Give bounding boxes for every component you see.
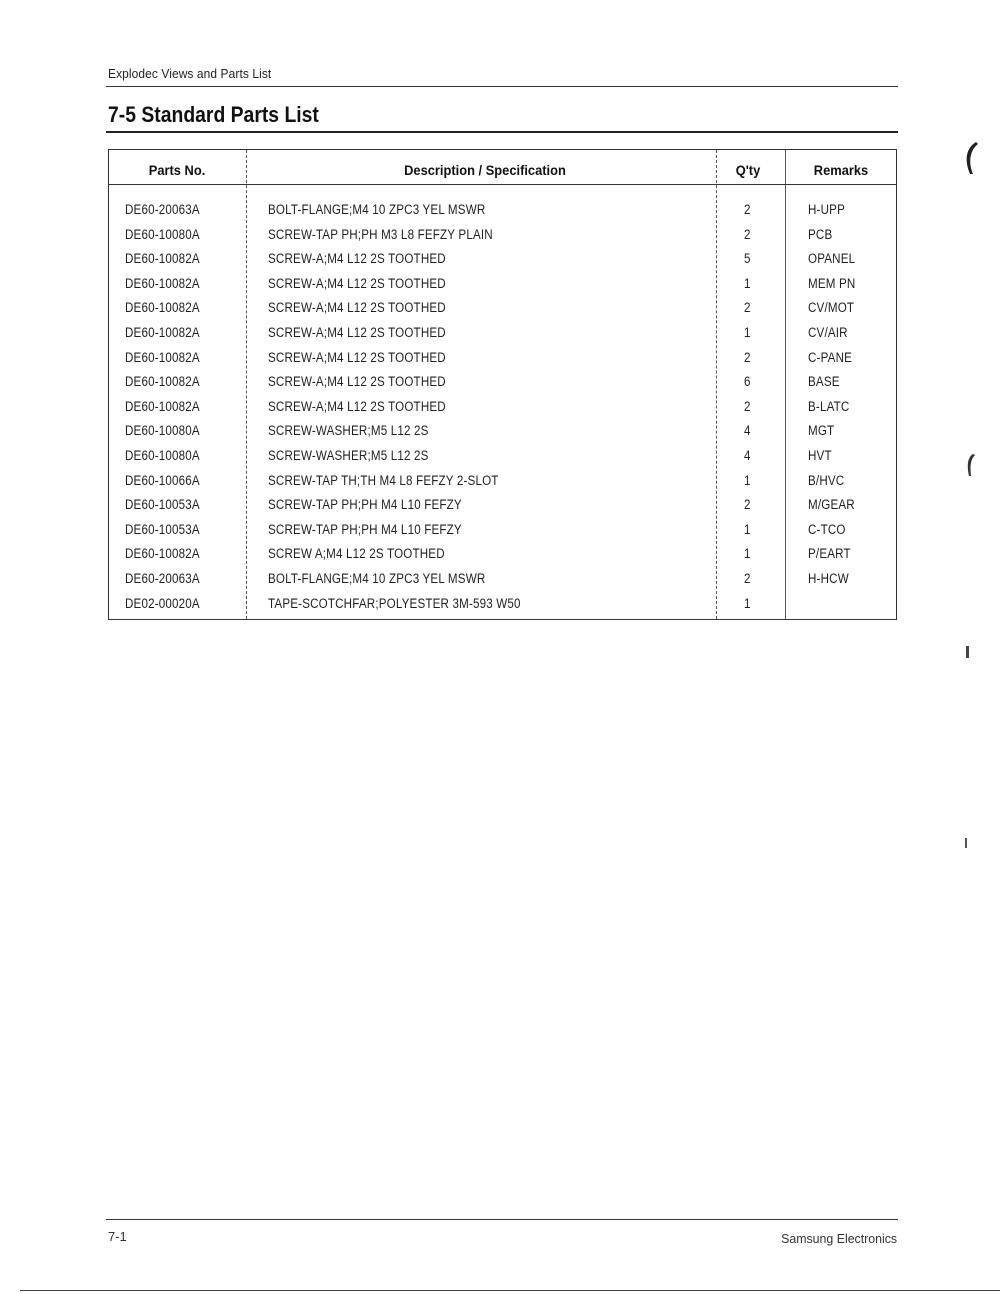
part-qty: 4	[744, 447, 751, 463]
part-description: SCREW-A;M4 L12 2S TOOTHED	[268, 275, 446, 291]
table-row	[108, 202, 897, 227]
part-description: SCREW-TAP PH;PH M3 L8 FEFZY PLAIN	[268, 226, 493, 242]
part-remarks: C-PANE	[808, 349, 853, 365]
part-qty: 2	[744, 349, 751, 365]
table-row	[108, 571, 897, 596]
part-description: BOLT-FLANGE;M4 10 ZPC3 YEL MSWR	[268, 570, 486, 586]
part-qty: 2	[744, 398, 751, 414]
parts-table	[108, 149, 897, 620]
table-row	[108, 276, 897, 301]
table-row	[108, 300, 897, 325]
table-row	[108, 546, 897, 571]
part-number: DE60-10053A	[125, 497, 200, 513]
part-description: SCREW-A;M4 L12 2S TOOTHED	[268, 349, 446, 365]
column-header-parts-no: Parts No.	[148, 162, 206, 178]
part-description: SCREW-TAP PH;PH M4 L10 FEFZY	[268, 497, 462, 513]
footer-rule	[106, 1219, 898, 1220]
part-description: SCREW-TAP TH;TH M4 L8 FEFZY 2-SLOT	[268, 472, 499, 488]
title-rule	[106, 131, 898, 133]
part-qty: 4	[744, 423, 751, 439]
table-body	[108, 202, 897, 620]
part-remarks: C-TCO	[808, 521, 846, 537]
part-number: DE60-20063A	[125, 202, 200, 217]
table-row	[108, 399, 897, 424]
part-number: DE60-10080A	[125, 423, 200, 439]
part-qty: 2	[744, 226, 751, 242]
part-number: DE60-20063A	[125, 570, 200, 586]
part-number: DE60-10082A	[125, 324, 200, 340]
part-description: SCREW-A;M4 L12 2S TOOTHED	[268, 300, 446, 316]
table-row	[108, 497, 897, 522]
scan-edge-rule	[20, 1290, 1000, 1291]
part-remarks: H-HCW	[808, 570, 849, 586]
part-number: DE02-00020A	[125, 595, 200, 611]
table-row	[108, 423, 897, 448]
part-description: SCREW A;M4 L12 2S TOOTHED	[268, 546, 445, 562]
part-number: DE60-10053A	[125, 521, 200, 537]
part-remarks: P/EART	[808, 546, 851, 562]
scan-mark	[962, 140, 980, 178]
table-row	[108, 350, 897, 375]
part-remarks: CV/MOT	[808, 300, 855, 316]
part-qty: 1	[744, 595, 751, 611]
part-number: DE60-10082A	[125, 374, 200, 390]
part-number: DE60-10082A	[125, 546, 200, 562]
column-header-remarks: Remarks	[813, 162, 869, 178]
part-remarks: OPANEL	[808, 251, 856, 267]
header-rule	[106, 86, 898, 87]
table-row	[108, 227, 897, 252]
part-description: TAPE-SCOTCHFAR;POLYESTER 3M-593 W50	[268, 595, 521, 611]
table-row	[108, 473, 897, 498]
part-qty: 5	[744, 251, 751, 267]
part-qty: 2	[744, 570, 751, 586]
part-description: SCREW-A;M4 L12 2S TOOTHED	[268, 251, 446, 267]
part-number: DE60-10082A	[125, 251, 200, 267]
table-row	[108, 374, 897, 399]
part-number: DE60-10080A	[125, 226, 200, 242]
part-remarks: CV/AIR	[808, 324, 848, 340]
table-row	[108, 251, 897, 276]
part-remarks: HVT	[808, 447, 832, 463]
part-remarks: M/GEAR	[808, 497, 855, 513]
part-qty: 1	[744, 324, 751, 340]
scan-mark	[964, 452, 976, 478]
part-description: SCREW-WASHER;M5 L12 2S	[268, 423, 429, 439]
part-number: DE60-10082A	[125, 275, 200, 291]
column-header-description: Description / Specification	[404, 162, 566, 178]
scan-mark	[964, 644, 972, 662]
scan-mark	[962, 836, 970, 852]
part-qty: 2	[744, 300, 751, 316]
part-remarks: MGT	[808, 423, 835, 439]
part-description: BOLT-FLANGE;M4 10 ZPC3 YEL MSWR	[268, 202, 486, 217]
part-description: SCREW-A;M4 L12 2S TOOTHED	[268, 324, 446, 340]
part-number: DE60-10082A	[125, 300, 200, 316]
part-qty: 2	[744, 497, 751, 513]
part-number: DE60-10082A	[125, 349, 200, 365]
part-qty: 2	[744, 202, 751, 217]
part-remarks: B/HVC	[808, 472, 845, 488]
part-remarks: B-LATC	[808, 398, 850, 414]
table-header-rule	[108, 184, 896, 185]
part-remarks: BASE	[808, 374, 840, 390]
section-title: 7-5 Standard Parts List	[108, 102, 319, 127]
part-qty: 1	[744, 521, 751, 537]
table-row	[108, 325, 897, 350]
part-number: DE60-10080A	[125, 447, 200, 463]
part-qty: 6	[744, 374, 751, 390]
part-remarks: PCB	[808, 226, 833, 242]
table-row	[108, 596, 897, 621]
running-header: Explodec Views and Parts List	[108, 66, 272, 81]
part-remarks: H-UPP	[808, 202, 845, 217]
part-number: DE60-10082A	[125, 398, 200, 414]
part-number: DE60-10066A	[125, 472, 200, 488]
part-description: SCREW-WASHER;M5 L12 2S	[268, 447, 429, 463]
footer-brand: Samsung Electronics	[780, 1231, 897, 1246]
page-number: 7-1	[108, 1229, 127, 1244]
part-description: SCREW-A;M4 L12 2S TOOTHED	[268, 398, 446, 414]
table-row	[108, 522, 897, 547]
part-qty: 1	[744, 546, 751, 562]
part-description: SCREW-TAP PH;PH M4 L10 FEFZY	[268, 521, 462, 537]
part-qty: 1	[744, 275, 751, 291]
part-qty: 1	[744, 472, 751, 488]
part-remarks: MEM PN	[808, 275, 856, 291]
part-description: SCREW-A;M4 L12 2S TOOTHED	[268, 374, 446, 390]
table-row	[108, 448, 897, 473]
column-header-qty: Q'ty	[735, 162, 761, 178]
